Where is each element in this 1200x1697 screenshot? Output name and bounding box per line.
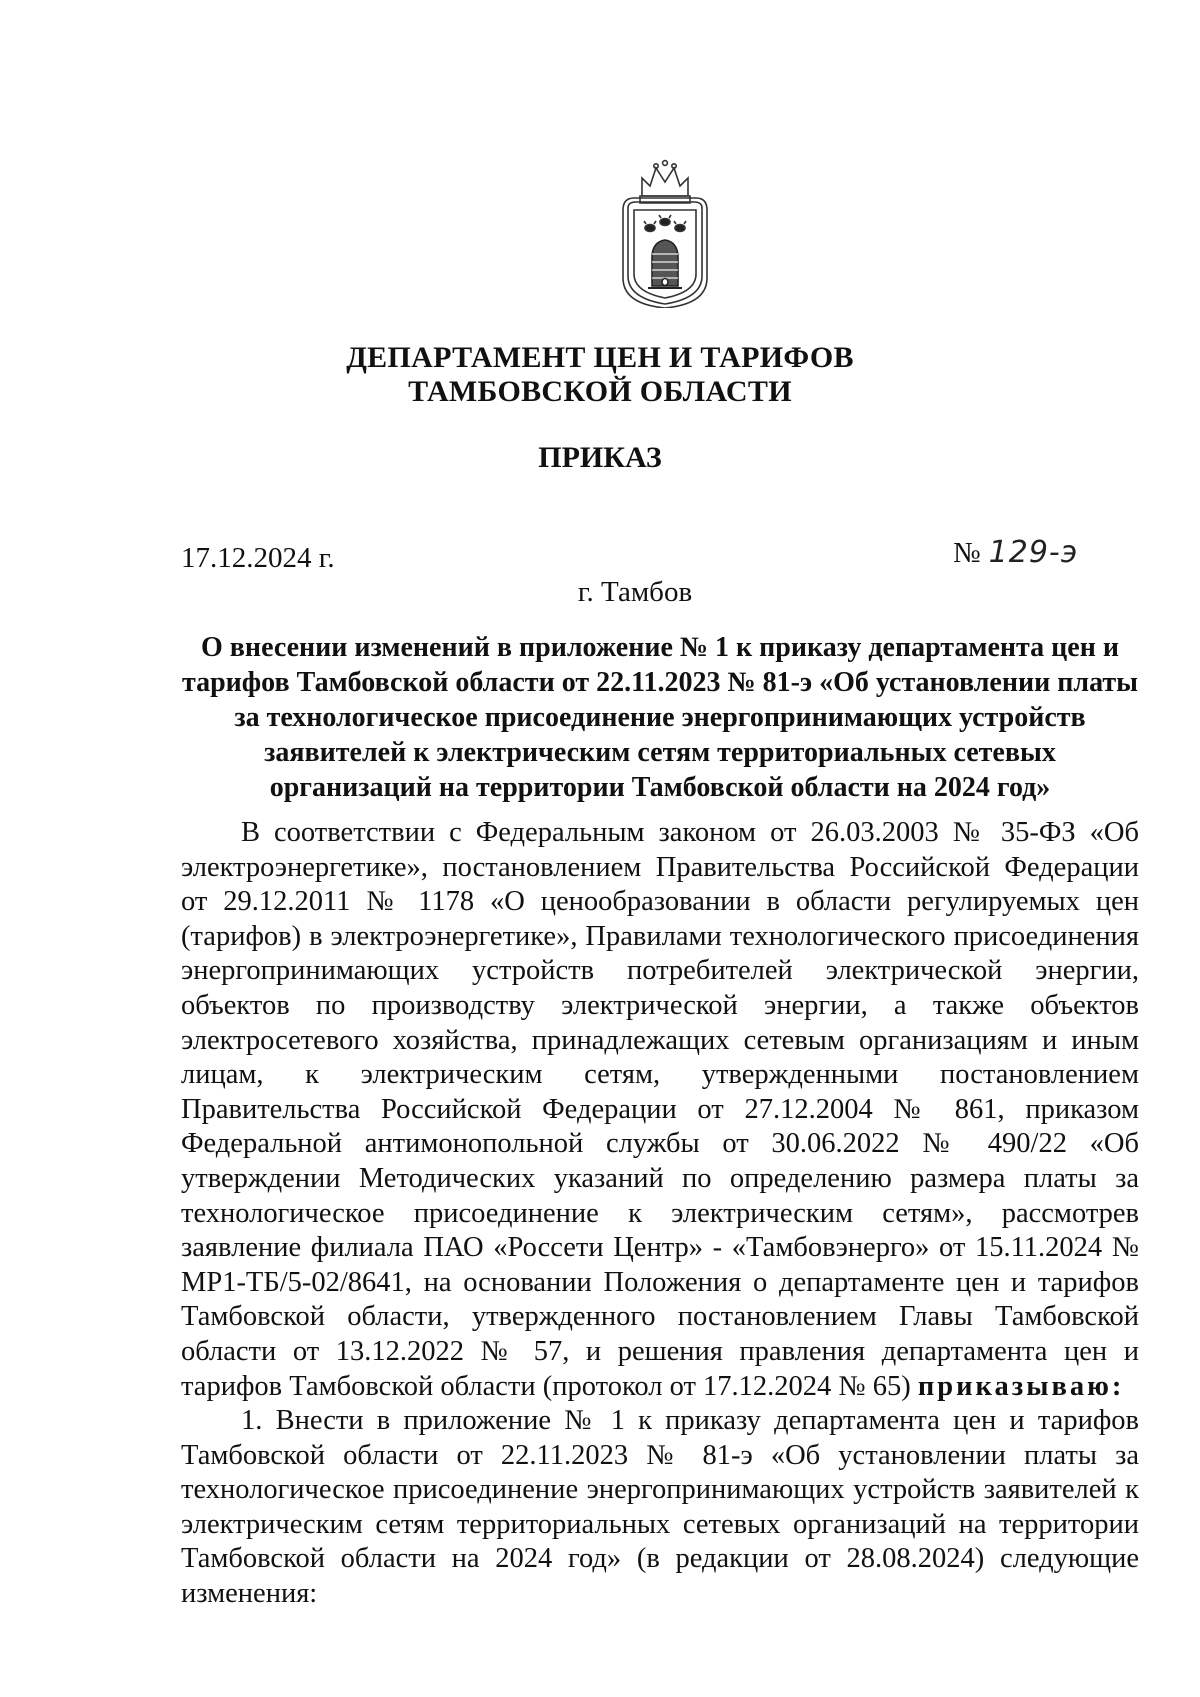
department-name-line1: ДЕПАРТАМЕНТ ЦЕН И ТАРИФОВ [346, 341, 854, 374]
department-name-line2: ТАМБОВСКОЙ ОБЛАСТИ [408, 375, 792, 408]
document-city: г. Тамбов [577, 576, 693, 608]
preamble-text: В соответствии с Федеральным законом от 26.03.2003 № 35-ФЗ «Об электроэнергетике», постановлением Правительства Российской Федерации от 29.12.2011 № 1178 «О ценообразовании в области регулируемых цен (тарифов) в электроэнергетике», Правилами технологического присоединения энергопринимающих устройств потребителей электрической энергии, объектов по производству электрической энергии, а также объектов электросетевого хозяйства, принадлежащих сетевым организациям и иным лицам, к электрическим сетям, утвержденными постановлением Правительства Российской Федерации от 27.12.2004 № 861, приказом Федеральной антимонопольной службы от 30.06.2022 № 490/22 «Об утверждении Методических указаний по определению размера платы за технологическое присоединение к электрическим сетям», рассмотрев заявление филиала ПАО «Россети Центр» - «Тамбовэнерго» от 15.11.2024 № МР1-ТБ/5-02/8641, на основании Положения о департаменте цен и тарифов Тамбовской области, утвержденного постановлением Главы Тамбовской области от 13.12.2022 № 57, и решения правления департамента цен и тарифов Тамбовской области (протокол от 17.12.2024 № 65) [181, 817, 1139, 1402]
preamble-paragraph [181, 816, 1139, 1404]
document-body [181, 816, 1139, 1612]
document-date: 17.12.2024 г. [181, 542, 335, 574]
document-type: ПРИКАЗ [538, 441, 662, 474]
tambov-coat-of-arms-icon [620, 158, 710, 308]
order-word: приказываю: [917, 1370, 1125, 1402]
item-1-paragraph: 1. Внести в приложение № 1 к приказу департамента цен и тарифов Тамбовской области от 22.11.2023 № 81-э «Об установлении платы за технологическое присоединение энергопринимающих устройств заявителей к электрическим сетям территориальных сетевых организаций на территории Тамбовской области на 2024 год» (в редакции от 28.08.2024) следующие изменения: [181, 1405, 1139, 1610]
document-number [953, 533, 1078, 573]
handwritten-number: 129-э [988, 535, 1079, 570]
document-title: О внесении изменений в приложение № 1 к приказу департамента цен и тарифов Тамбовской области от 22.11.2023 № 81-э «Об установлении платы за технологическое присоединение энергопринимающих устройств заявителей к электрическим сетям территориальных сетевых организаций на территории Тамбовской области на 2024 год» [182, 632, 1138, 803]
number-sign: № [953, 537, 981, 569]
